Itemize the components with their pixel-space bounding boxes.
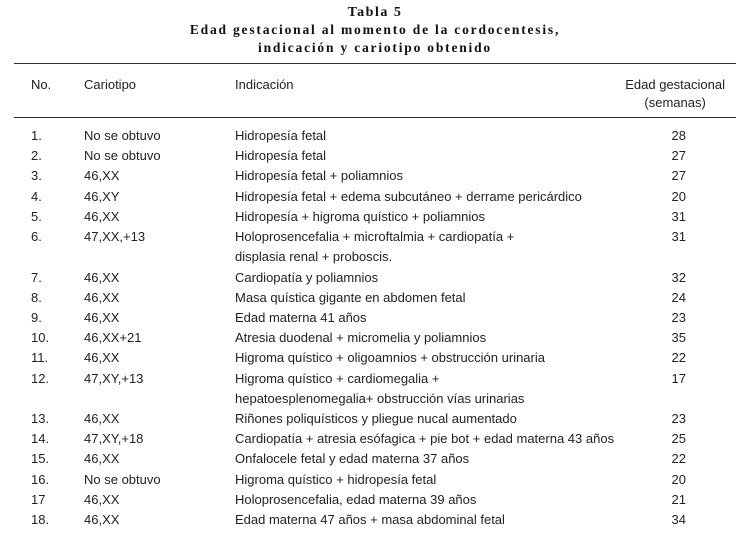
cell-indicacion: Masa quística gigante en abdomen fetal <box>235 289 466 305</box>
table-row <box>0 166 750 186</box>
table-row <box>0 308 750 328</box>
cell-cariotipo: No se obtuvo <box>84 471 161 487</box>
table-row <box>0 409 750 429</box>
cell-no: 2. <box>31 148 42 164</box>
table-row <box>0 207 750 227</box>
cell-indicacion: Edad materna 41 años <box>235 309 367 325</box>
cell-no: 14. <box>31 431 50 447</box>
cell-cariotipo: 46,XX <box>84 289 120 305</box>
table-row <box>0 268 750 288</box>
cell-edad-gestacional: 23 <box>671 411 686 426</box>
table-row <box>0 429 750 449</box>
cell-no: 10. <box>31 330 50 346</box>
cell-cariotipo: 46,XX <box>84 512 120 527</box>
cell-edad-gestacional: 32 <box>671 269 686 285</box>
table-row <box>0 187 750 207</box>
cell-indicacion: Edad materna 47 años + masa abdominal fetal <box>235 512 505 527</box>
table-row <box>0 369 750 409</box>
cell-edad-gestacional: 22 <box>671 451 686 467</box>
cell-edad-gestacional: 27 <box>671 168 686 184</box>
header-edad <box>625 76 725 112</box>
cell-cariotipo: 46,XX <box>84 208 120 224</box>
cell-edad-gestacional: 35 <box>671 330 686 346</box>
cell-no: 8. <box>31 289 42 305</box>
cell-cariotipo: 47,XY,+13 <box>84 370 144 386</box>
cell-cariotipo: No se obtuvo <box>84 148 161 164</box>
cell-cariotipo: 46,XX <box>84 350 120 366</box>
cell-edad-gestacional: 28 <box>671 128 686 143</box>
cell-indicacion: Higroma quístico + oligoamnios + obstrucción urinaria <box>235 350 545 366</box>
cell-no: 13. <box>31 411 50 426</box>
table-row <box>0 227 750 267</box>
cell-indicacion: Holoprosencefalia, edad materna 39 años <box>235 491 477 507</box>
cell-edad-gestacional: 25 <box>671 431 686 447</box>
cell-indicacion: Riñones poliquísticos y pliegue nucal aumentado <box>235 411 517 426</box>
cell-edad-gestacional: 22 <box>671 350 686 366</box>
cell-indicacion: Hidropesía fetal + edema subcutáneo + derrame pericárdico <box>235 188 582 204</box>
table-row <box>0 449 750 469</box>
table-row <box>0 126 750 146</box>
cell-edad-gestacional: 20 <box>671 188 686 204</box>
top-rule <box>14 63 736 64</box>
cell-indicacion: Atresia duodenal + micromelia y poliamnios <box>235 330 487 346</box>
cell-cariotipo: 47,XX,+13 <box>84 229 146 244</box>
cell-cariotipo: 46,XX <box>84 411 120 426</box>
cell-cariotipo: 46,XX+21 <box>84 330 142 346</box>
table-row <box>0 470 750 490</box>
cell-no: 3. <box>31 168 42 184</box>
cell-no: 4. <box>31 188 42 204</box>
cell-no: 7. <box>31 269 42 285</box>
cell-indicacion: Hidropesía fetal <box>235 128 327 143</box>
cell-no: 6. <box>31 229 42 244</box>
table-row <box>0 348 750 368</box>
table-title: Tabla 5 <box>347 5 403 20</box>
cell-no: 16. <box>31 471 50 487</box>
table-row <box>0 328 750 348</box>
cell-edad-gestacional: 31 <box>671 229 686 244</box>
cell-edad-gestacional: 31 <box>671 208 686 224</box>
cell-edad-gestacional: 20 <box>671 471 686 487</box>
cell-edad-gestacional: 21 <box>671 491 686 507</box>
cell-indicacion-line-2: displasia renal + proboscis. <box>235 249 393 264</box>
cell-indicacion: Higroma quístico + cardiomegalia + <box>235 370 440 386</box>
cell-cariotipo: 46,XX <box>84 491 120 507</box>
cell-indicacion: Hidropesía + higroma quístico + poliamnios <box>235 208 486 224</box>
header-edad-line-2: (semanas) <box>644 95 706 110</box>
header-indicacion: Indicación <box>235 77 294 92</box>
cell-edad-gestacional: 24 <box>671 289 686 305</box>
cell-no: 9. <box>31 309 42 325</box>
header-no: No. <box>31 77 52 92</box>
cell-cariotipo: No se obtuvo <box>84 128 161 143</box>
cell-cariotipo: 46,XY <box>84 188 120 204</box>
cell-no: 12. <box>31 370 50 386</box>
cell-cariotipo: 46,XX <box>84 168 120 184</box>
cell-edad-gestacional: 23 <box>671 309 686 325</box>
cell-no: 11. <box>31 350 49 366</box>
cell-indicacion: Holoprosencefalia + microftalmia + cardiopatía + <box>235 229 515 244</box>
table-title-block <box>0 4 750 57</box>
cell-indicacion: Hidropesía fetal + poliamnios <box>235 168 404 184</box>
cell-no: 18. <box>31 512 50 527</box>
cell-no: 15. <box>31 451 50 467</box>
table-subtitle-line-1: Edad gestacional al momento de la cordocentesis, <box>189 22 561 37</box>
header-rule <box>14 117 736 118</box>
table-subtitle-line-2: indicación y cariotipo obtenido <box>258 40 492 55</box>
cell-no: 1. <box>31 128 42 143</box>
header-edad-line-1: Edad gestacional <box>625 77 725 92</box>
cell-cariotipo: 46,XX <box>84 451 120 467</box>
cell-indicacion: Cardiopatía y poliamnios <box>235 269 379 285</box>
table-row <box>0 146 750 166</box>
cell-indicacion: Hidropesía fetal <box>235 148 327 164</box>
cell-indicacion: Higroma quístico + hidropesía fetal <box>235 471 437 487</box>
cell-no: 5. <box>31 208 42 224</box>
cell-indicacion: Cardiopatía + atresia esófagica + pie bot + edad materna 43 años <box>235 431 615 447</box>
table-row <box>0 288 750 308</box>
cell-edad-gestacional: 34 <box>671 512 686 527</box>
cell-indicacion: Onfalocele fetal y edad materna 37 años <box>235 451 470 467</box>
cell-cariotipo: 46,XX <box>84 269 120 285</box>
cell-edad-gestacional: 27 <box>671 148 686 164</box>
header-cariotipo: Cariotipo <box>84 77 137 92</box>
cell-cariotipo: 46,XX <box>84 309 120 325</box>
table-row <box>0 510 750 530</box>
cell-cariotipo: 47,XY,+18 <box>84 431 144 447</box>
cell-edad-gestacional: 17 <box>671 370 686 386</box>
table-row <box>0 490 750 510</box>
cell-indicacion-line-2: hepatoesplenomegalia+ obstrucción vías urinarias <box>235 390 525 406</box>
cell-no: 17 <box>31 491 46 507</box>
